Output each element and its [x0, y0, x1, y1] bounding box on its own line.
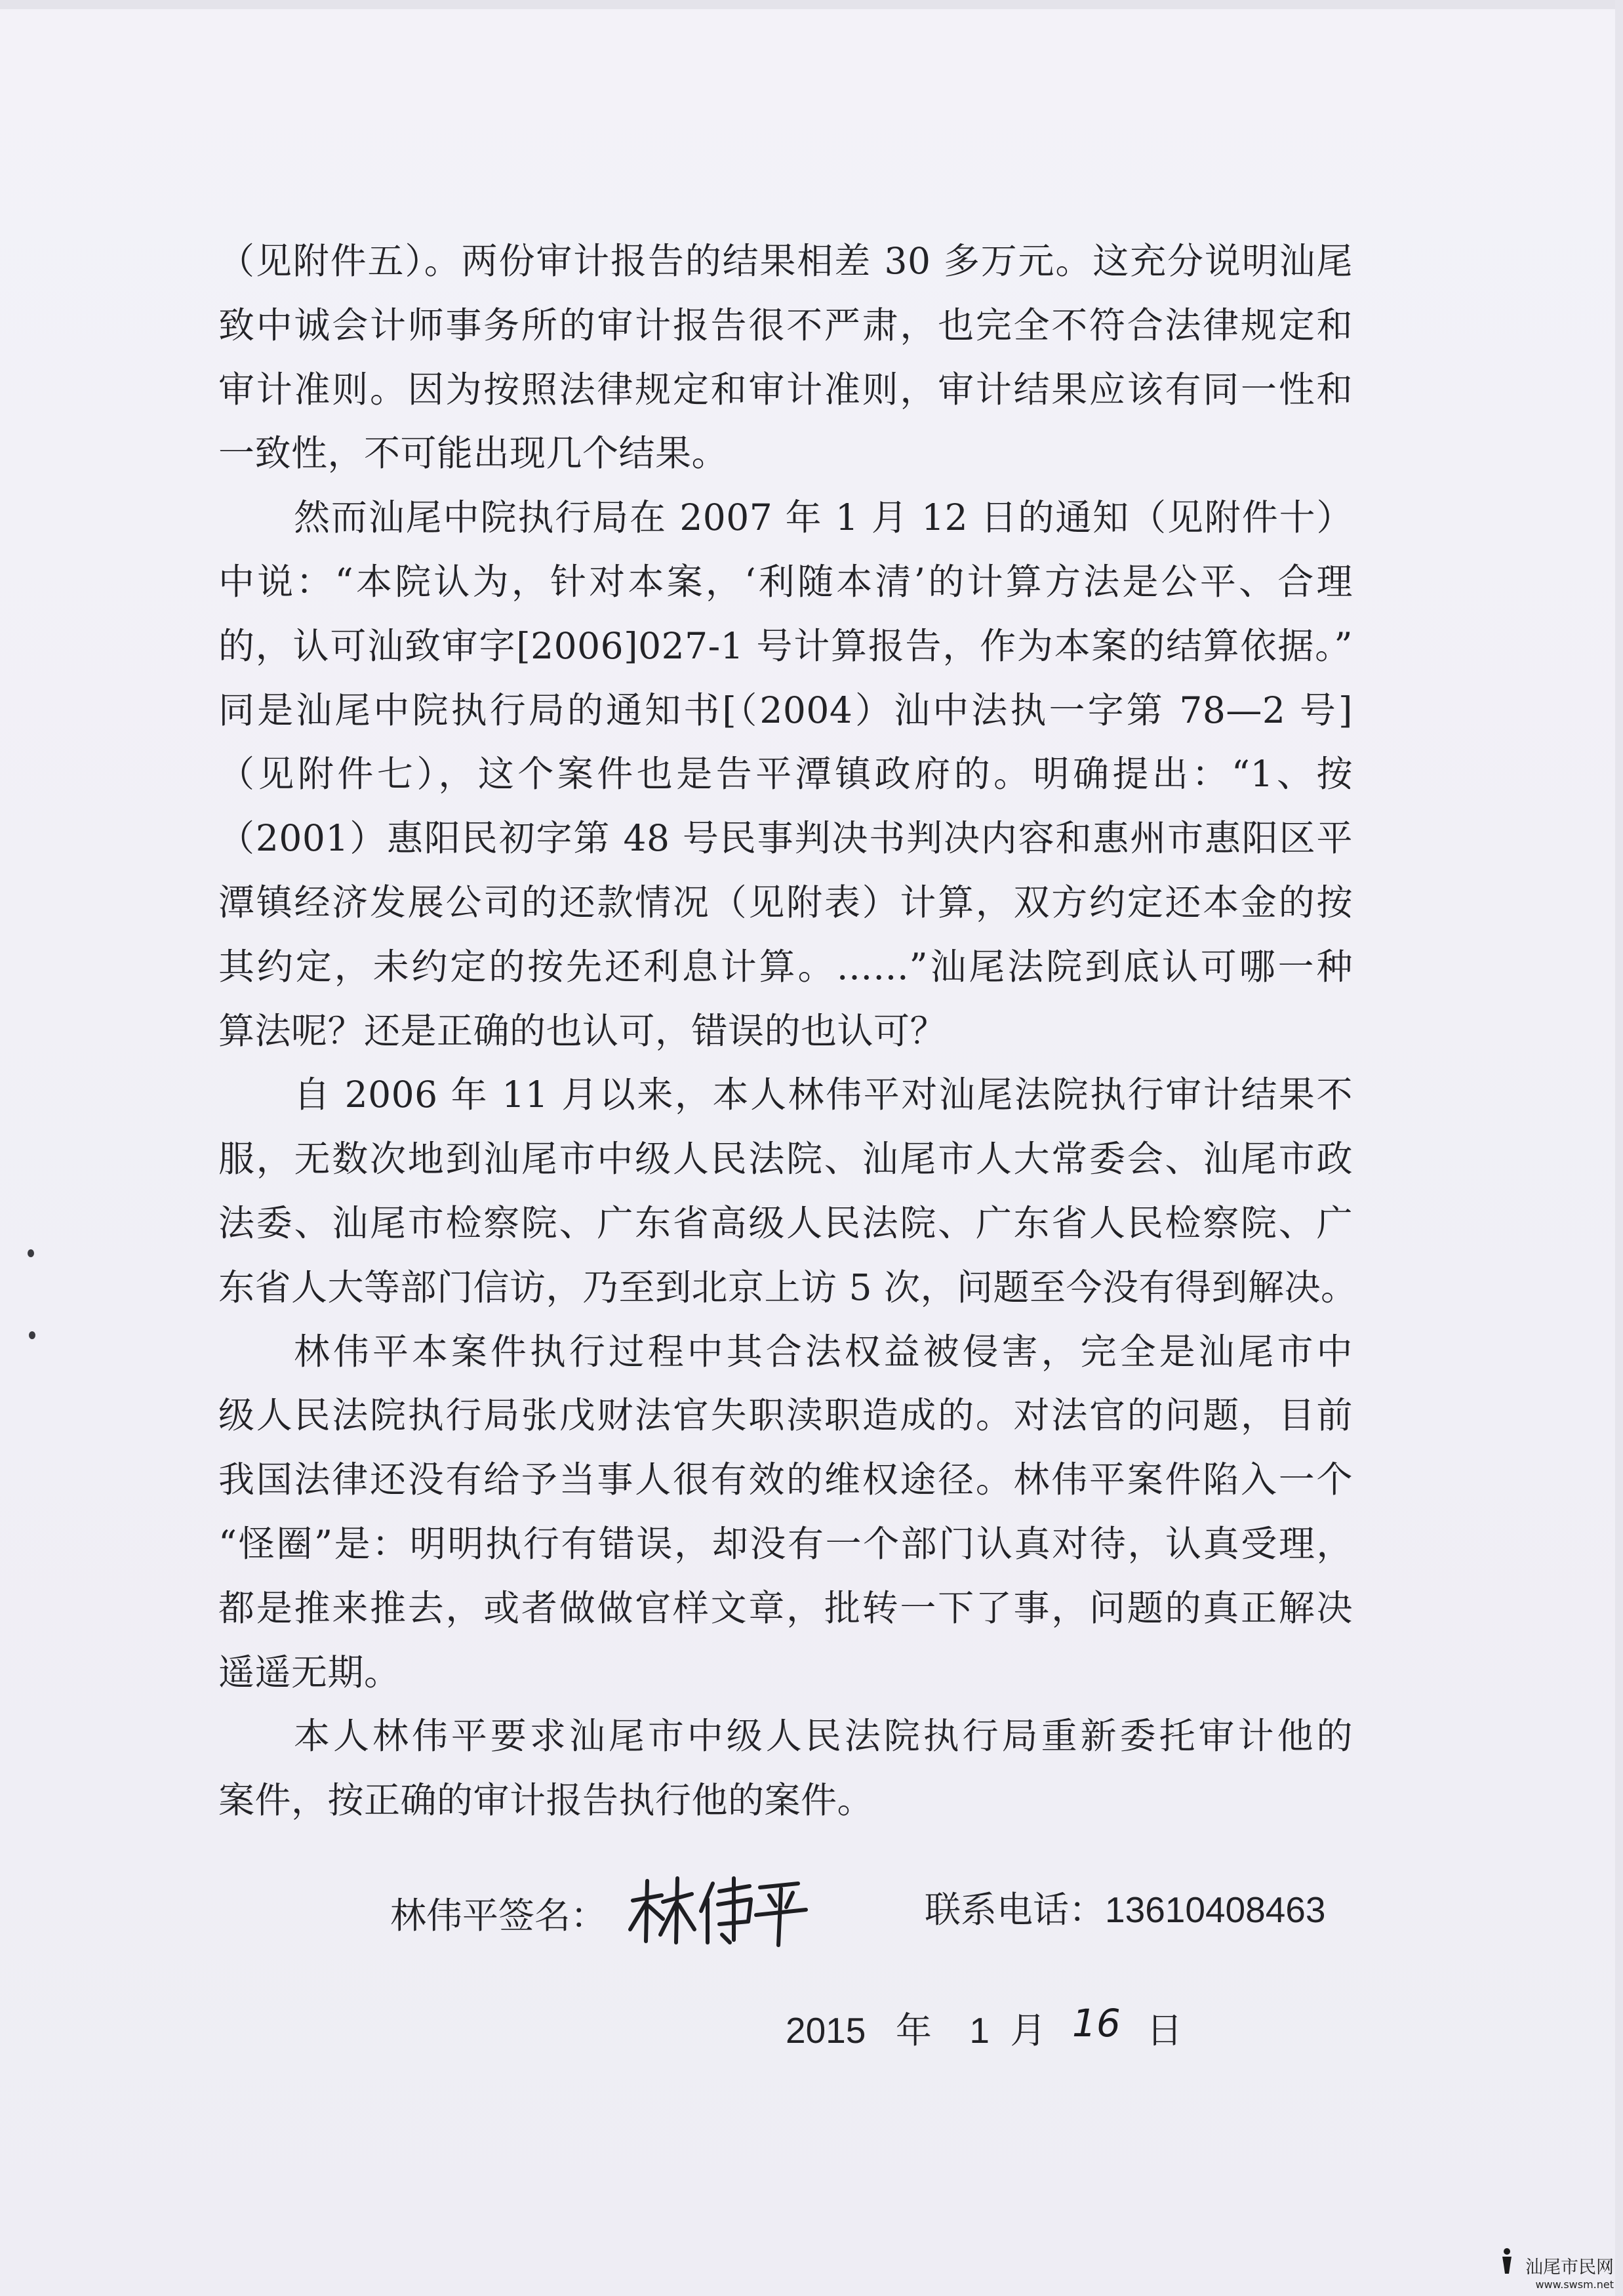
scan-speck [28, 1249, 34, 1257]
text-line: 自 2006 年 11 月以来，本人林伟平对汕尾法院执行审计结果不 [294, 1074, 1353, 1116]
text-line: 其约定，未约定的按先还利息计算。……”汕尾法院到底认可哪一种 [218, 945, 1353, 988]
date-day-handwritten: 16 [1072, 2001, 1121, 2045]
text-line: 一致性，不可能出现几个结果。 [218, 432, 729, 475]
text-line: （2001）惠阳民初字第 48 号民事判决书判决内容和惠州市惠阳区平 [218, 817, 1353, 860]
date-line [786, 2002, 1182, 2053]
text-line: 算法呢？还是正确的也认可，错误的也认可？ [218, 1009, 947, 1052]
contact-label: 联系电话： [925, 1889, 1106, 1931]
text-line: 法委、汕尾市检察院、广东省高级人民法院、广东省人民检察院、广 [218, 1201, 1353, 1244]
text-line: 我国法律还没有给予当事人很有效的维权途径。林伟平案件陷入一个 [218, 1459, 1353, 1501]
text-line: 东省人大等部门信访，乃至到北京上访 5 次，问题至今没有得到解决。 [218, 1266, 1357, 1308]
scan-edge-right [1615, 0, 1623, 2296]
text-line: 中说：“本院认为，针对本案，‘利随本清’的计算方法是公平、合理 [218, 560, 1353, 603]
signature-label: 林伟平签名： [390, 1895, 607, 1937]
text-line: 审计准则。因为按照法律规定和审计准则，审计结果应该有同一性和 [218, 368, 1353, 411]
text-line: 致中诚会计师事务所的审计报告很不严肃，也完全不符合法律规定和 [218, 304, 1353, 346]
date-day-unit: 日 [1146, 2009, 1183, 2051]
contact-phone [925, 1881, 1326, 1933]
signature-block [390, 1869, 811, 1956]
text-line: （见附件七），这个案件也是告平潭镇政府的。明确提出：“1、按 [218, 753, 1353, 796]
text-line: 都是推来推去，或者做做官样文章，批转一下了事，问题的真正解决 [218, 1586, 1353, 1629]
text-line: “怪圈”是：明明执行有错误，却没有一个部门认真对待，认真受理， [218, 1522, 1353, 1565]
scan-edge-top [0, 0, 1623, 9]
site-watermark [1498, 2247, 1614, 2291]
date-month-unit: 月 [1010, 2009, 1047, 2051]
text-line: （见附件五）。两份审计报告的结果相差 30 多万元。这充分说明汕尾 [218, 240, 1353, 282]
text-line: 级人民法院执行局张戊财法官失职渎职造成的。对法官的问题，目前 [218, 1394, 1353, 1437]
text-line: 本人林伟平要求汕尾市中级人民法院执行局重新委托审计他的 [294, 1715, 1353, 1758]
scan-speck [29, 1331, 35, 1339]
text-line: 的，认可汕致审字[2006]027-1 号计算报告，作为本案的结算依据。” [218, 624, 1353, 667]
person-silhouette-icon [1498, 2247, 1515, 2278]
text-line: 服，无数次地到汕尾市中级人民法院、汕尾市人大常委会、汕尾市政 [218, 1138, 1353, 1180]
text-line: 同是汕尾中院执行局的通知书[（2004）汕中法执一字第 78—2 号] [218, 689, 1353, 731]
text-line: 潭镇经济发展公司的还款情况（见附表）计算，双方约定还本金的按 [218, 881, 1353, 923]
text-line: 遥遥无期。 [218, 1651, 401, 1693]
watermark-text: 汕尾市民网 [1525, 2257, 1614, 2278]
text-line: 案件，按正确的审计报告执行他的案件。 [218, 1779, 874, 1822]
handwritten-signature [621, 1869, 811, 1956]
date-month: 1 [969, 2010, 990, 2051]
date-year-unit: 年 [895, 2009, 932, 2051]
text-line: 林伟平本案件执行过程中其合法权益被侵害，完全是汕尾市中 [294, 1330, 1353, 1373]
text-line: 然而汕尾中院执行局在 2007 年 1 月 12 日的通知（见附件十） [294, 496, 1353, 539]
watermark-url: www.swsm.net [1535, 2278, 1614, 2291]
letter-body [218, 230, 1357, 1833]
date-year: 2015 [786, 2010, 866, 2051]
phone-number: 13610408463 [1105, 1889, 1326, 1930]
